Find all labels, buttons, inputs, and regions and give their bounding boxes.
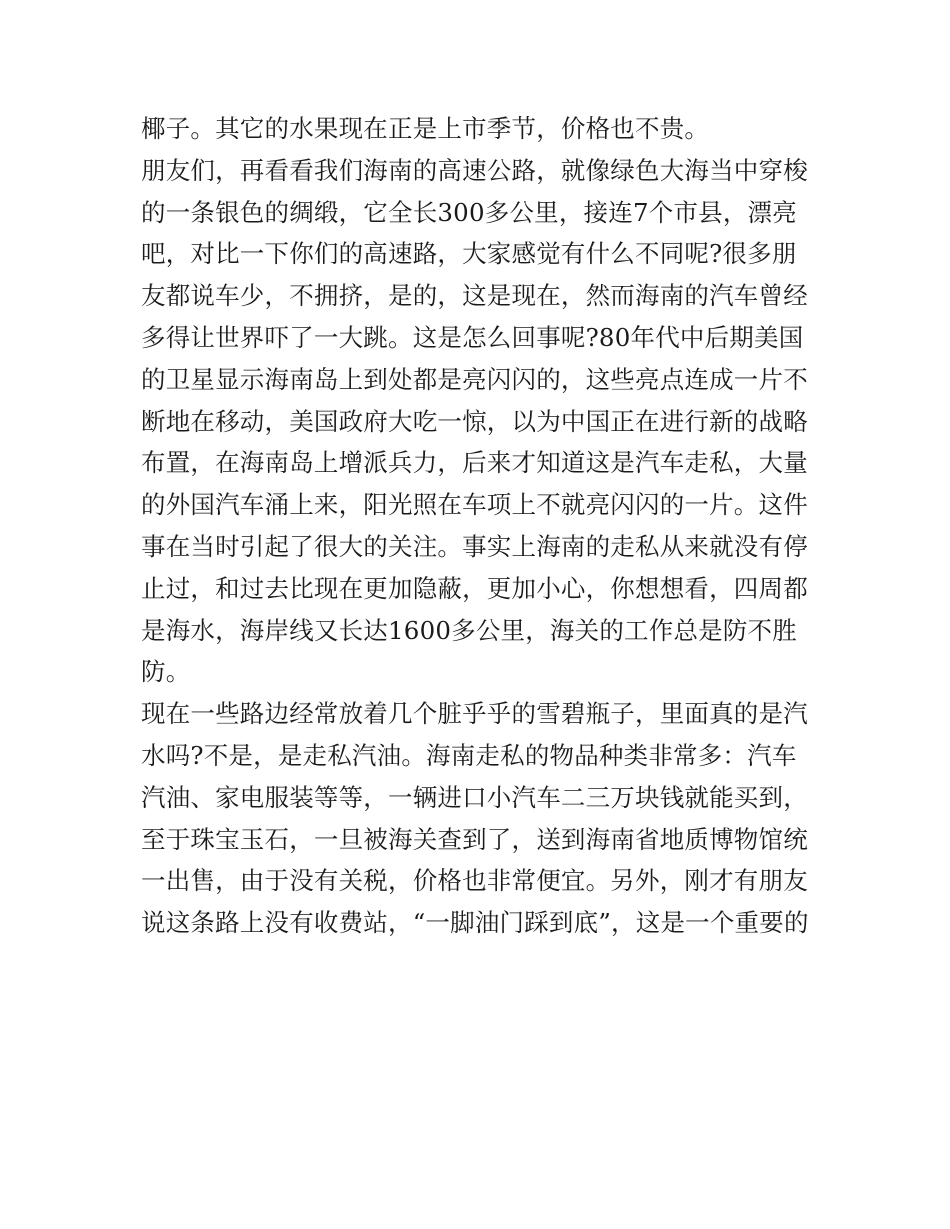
text-line: 汽油、家电服装等等，一辆进口小汽车二三万块钱就能买到， [141,782,808,812]
text-line: 事在当时引起了很大的关注。事实上海南的走私从来就没有停 [141,531,808,561]
text-line: 一出售，由于没有关税，价格也非常便宜。另外，刚才有朋友 [141,866,808,896]
text-line: 多得让世界吓了一大跳。这是怎么回事呢?80年代中后期美国 [141,322,804,352]
text-line: 断地在移动，美国政府大吃一惊，以为中国正在进行新的战略 [141,406,808,436]
text-line: 是海水，海岸线又长达1600多公里，海关的工作总是防不胜 [141,615,797,645]
text-line: 朋友们，再看看我们海南的高速公路，就像绿色大海当中穿梭 [141,155,808,185]
text-line: 吧，对比一下你们的高速路，大家感觉有什么不同呢?很多朋 [141,239,797,269]
text-line: 现在一些路边经常放着几个脏乎乎的雪碧瓶子，里面真的是汽 [141,699,808,729]
text-line: 椰子。其它的水果现在正是上市季节，价格也不贵。 [141,114,710,143]
text-line: 的外国汽车涌上来，阳光照在车项上不就亮闪闪的一片。这件 [141,490,808,520]
text-line: 止过，和过去比现在更加隐蔽，更加小心，你想想看，四周都 [141,573,808,603]
text-line: 防。 [141,657,191,687]
text-line: 至于珠宝玉石，一旦被海关查到了，送到海南省地质博物馆统 [141,824,808,854]
text-line: 的卫星显示海南岛上到处都是亮闪闪的，这些亮点连成一片不 [141,364,808,394]
text-line: 布置，在海南岛上增派兵力，后来才知道这是汽车走私，大量 [141,448,808,478]
text-line: 友都说车少，不拥挤，是的，这是现在，然而海南的汽车曾经 [141,281,808,311]
text-line: 水吗?不是，是走私汽油。海南走私的物品种类非常多：汽车 [141,740,797,770]
text-line: 的一条银色的绸缎，它全长300多公里，接连7个市县，漂亮 [141,197,797,227]
text-line: 说这条路上没有收费站，“一脚油门踩到底”，这是一个重要的 [141,908,809,938]
body-text [141,108,813,944]
